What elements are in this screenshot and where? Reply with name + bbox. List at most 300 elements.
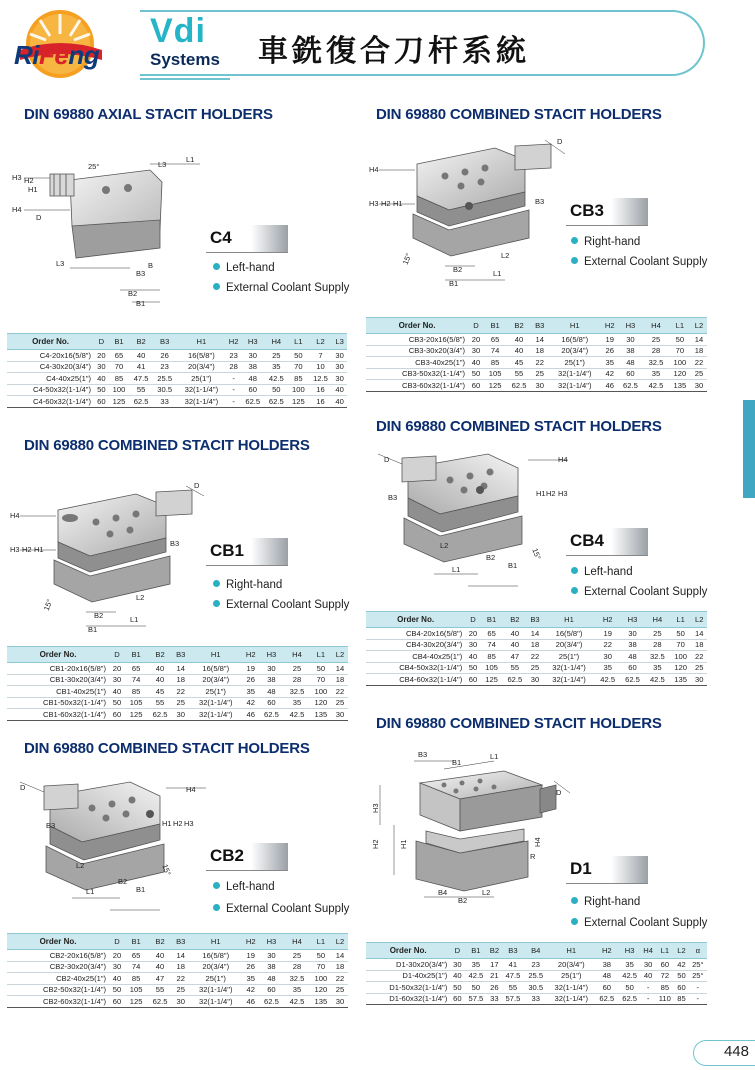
table-cell: 32(1-1/4") [189, 697, 243, 709]
section-title-c4: DIN 69880 AXIAL STACIT HOLDERS [24, 106, 273, 123]
table-cell: - [226, 373, 241, 385]
table-cell: 110 [655, 993, 674, 1005]
column-header: H1 [189, 934, 243, 950]
bullet-dot-icon [571, 237, 578, 244]
table-cell: 12.5 [309, 373, 333, 385]
svg-text:L3: L3 [158, 160, 167, 169]
table-cell: 32(1-1/4") [189, 709, 243, 721]
drawing-cb2 [10, 770, 210, 930]
svg-text:H3: H3 [184, 819, 194, 828]
svg-text:H4: H4 [10, 511, 20, 520]
table-cell: - [641, 982, 655, 994]
table-cell: 70 [310, 961, 332, 973]
page-number: 448 [723, 1043, 749, 1060]
table-cell: 105 [481, 662, 503, 674]
table-cell: 47 [147, 973, 173, 985]
table-cell: 62.5 [241, 396, 265, 408]
table-cell: 40 [109, 973, 125, 985]
table-cell: 40 [468, 357, 484, 369]
table-cell: 30 [691, 380, 707, 392]
order-number-cell: CB4-40x25(1") [366, 651, 465, 663]
svg-text:D: D [556, 788, 562, 797]
table-cell: 25(1") [189, 686, 243, 698]
table-cell: 25 [284, 950, 310, 962]
table-cell: 55 [502, 662, 527, 674]
spec-table-cb4 [366, 611, 707, 686]
section-title-d1: DIN 69880 COMBINED STACIT HOLDERS [376, 715, 662, 732]
order-number-cell: CB3-50x32(1-1/4") [366, 368, 468, 380]
table-cell: 16(5/8") [548, 334, 602, 346]
column-header: B2 [502, 612, 527, 628]
column-header: L2 [691, 612, 707, 628]
table-cell: 7 [309, 350, 333, 362]
order-number-cell: CB1-40x25(1") [7, 686, 109, 698]
table-row [7, 674, 348, 686]
table-cell: 65 [125, 663, 147, 675]
table-cell: 38 [595, 959, 618, 971]
table-cell: 100 [310, 686, 332, 698]
table-cell: 40 [147, 674, 173, 686]
table-cell: 85 [288, 373, 309, 385]
column-header: B3 [173, 934, 189, 950]
table-cell: 40 [109, 686, 125, 698]
table-cell: 47.5 [502, 970, 525, 982]
column-header: H1 [176, 334, 226, 350]
table-cell: 20(3/4") [548, 345, 602, 357]
svg-text:D: D [194, 481, 200, 490]
table-cell: 22 [691, 357, 707, 369]
table-cell: 32(1-1/4") [548, 380, 602, 392]
table-cell: 25 [265, 350, 289, 362]
table-cell: 60 [259, 984, 285, 996]
svg-text:B1: B1 [88, 625, 98, 634]
table-cell: 10 [309, 361, 333, 373]
svg-text:H4: H4 [186, 785, 196, 794]
svg-text:H3: H3 [10, 545, 20, 554]
table-cell: 18 [173, 674, 189, 686]
svg-text:L1: L1 [490, 752, 499, 761]
svg-text:L1: L1 [186, 155, 195, 164]
table-cell: 20 [109, 950, 125, 962]
cb4-holder-drawing [368, 440, 568, 600]
column-header: B3 [502, 943, 525, 959]
column-header: L2 [332, 647, 348, 663]
svg-text:H1: H1 [28, 185, 38, 194]
table-cell: 40 [450, 970, 464, 982]
svg-text:H1: H1 [162, 819, 172, 828]
column-header: B2 [147, 934, 173, 950]
bullet-dot-icon [213, 580, 220, 587]
order-number-cell: CB1-30x20(3/4") [7, 674, 109, 686]
feature-coolant-d1: External Coolant Supply [571, 917, 707, 929]
table-cell: 20 [94, 350, 109, 362]
table-row [7, 373, 347, 385]
feature-coolant-c4: External Coolant Supply [213, 282, 349, 294]
order-number-cell: CB3-20x16(5/8") [366, 334, 468, 346]
table-cell: 60 [620, 662, 645, 674]
order-number-cell: CB3-30x20(3/4") [366, 345, 468, 357]
order-number-cell: CB1-60x32(1-1/4") [7, 709, 109, 721]
table-cell: 19 [602, 334, 618, 346]
table-cell: 60 [450, 993, 464, 1005]
table-cell: 35 [595, 662, 620, 674]
table-cell: 46 [602, 380, 618, 392]
table-cell: 30 [641, 959, 655, 971]
order-number-cell: CB2-30x20(3/4") [7, 961, 109, 973]
table-cell: 50 [618, 982, 641, 994]
table-cell: 85 [481, 651, 503, 663]
table-cell: 18 [527, 639, 542, 651]
table-cell: 38 [259, 674, 285, 686]
table-cell: 30.5 [524, 982, 547, 994]
table-row [366, 959, 707, 971]
table-cell: 125 [288, 396, 309, 408]
table-cell: 35 [284, 984, 310, 996]
svg-text:H3: H3 [371, 803, 380, 813]
table-row [7, 697, 348, 709]
bullet-dot-icon [213, 882, 220, 889]
drawing-c4 [10, 150, 210, 310]
bullet-dot-icon [213, 283, 220, 290]
table-cell: 135 [670, 674, 692, 686]
svg-text:B3: B3 [535, 197, 545, 206]
table-cell: 22 [527, 651, 542, 663]
table-cell: 40 [147, 961, 173, 973]
cb3-holder-drawing [365, 134, 565, 294]
table-cell: 85 [109, 373, 130, 385]
feature-coolant-cb3: External Coolant Supply [571, 256, 707, 268]
column-header: L1 [670, 612, 692, 628]
svg-text:H1: H1 [34, 545, 44, 554]
table-cell: 32(1-1/4") [547, 982, 595, 994]
svg-text:25°: 25° [88, 162, 100, 171]
table-cell: 32(1-1/4") [543, 674, 596, 686]
feature-hand-c4: Left-hand [213, 262, 275, 274]
table-cell: 25 [691, 662, 707, 674]
svg-text:B3: B3 [418, 750, 428, 759]
table-cell: 70 [669, 345, 691, 357]
table-cell: 62.5 [595, 993, 618, 1005]
table-cell: 40 [147, 950, 173, 962]
svg-text:H4: H4 [533, 837, 542, 847]
table-cell: 25 [691, 368, 707, 380]
table-header-row [7, 334, 347, 350]
column-header: H4 [641, 943, 655, 959]
table-cell: 18 [332, 961, 348, 973]
code-badge-d1: D1 [566, 856, 648, 884]
svg-text:H2: H2 [546, 489, 556, 498]
table-cell: 30 [332, 373, 347, 385]
table-cell: 23 [524, 959, 547, 971]
table-cell: 30 [527, 674, 542, 686]
table-cell: 40 [506, 345, 532, 357]
table-cell: 46 [243, 709, 259, 721]
table-cell: 28 [284, 961, 310, 973]
table-cell: 120 [670, 662, 692, 674]
svg-text:H2: H2 [381, 199, 391, 208]
spec-table-c4 [7, 333, 347, 408]
table-cell: 55 [129, 384, 153, 396]
table-cell: 32(1-1/4") [189, 996, 243, 1008]
order-number-cell: D1-30x20(3/4") [366, 959, 450, 971]
table-cell: 25° [689, 970, 707, 982]
table-cell: 57.5 [502, 993, 525, 1005]
svg-text:15°: 15° [530, 546, 543, 561]
order-number-cell: CB3-40x25(1") [366, 357, 468, 369]
table-cell: 35 [645, 662, 670, 674]
table-cell: 50 [674, 970, 688, 982]
table-cell: 105 [125, 984, 147, 996]
svg-text:H1: H1 [393, 199, 403, 208]
table-cell: 48 [595, 970, 618, 982]
table-cell: 25(1") [547, 970, 595, 982]
table-cell: 30 [259, 663, 285, 675]
table-cell: 62.5 [502, 674, 527, 686]
table-cell: 42 [602, 368, 618, 380]
feature-hand-cb2: Left-hand [213, 881, 275, 893]
table-cell: 42 [674, 959, 688, 971]
table-cell: 65 [481, 628, 503, 640]
column-header: D [94, 334, 109, 350]
table-row [7, 961, 348, 973]
table-cell: 30 [259, 950, 285, 962]
table-header-row [366, 318, 707, 334]
table-cell: 100 [310, 973, 332, 985]
svg-text:B4: B4 [438, 888, 448, 897]
table-row [7, 663, 348, 675]
table-cell: 38 [259, 961, 285, 973]
table-cell: 20 [465, 628, 480, 640]
table-cell: 40 [641, 970, 655, 982]
code-badge-c4: C4 [206, 225, 288, 253]
table-cell: 60 [674, 982, 688, 994]
table-cell: 42 [243, 697, 259, 709]
table-row [366, 639, 707, 651]
table-cell: 30.5 [153, 384, 177, 396]
table-cell: 46 [243, 996, 259, 1008]
table-cell: 42.5 [265, 373, 289, 385]
column-header: B1 [125, 647, 147, 663]
table-cell: 28 [645, 639, 670, 651]
table-cell: 45 [147, 686, 173, 698]
column-header: B2 [506, 318, 532, 334]
svg-text:L1: L1 [493, 269, 502, 278]
table-cell: 100 [670, 651, 692, 663]
table-cell: 48 [241, 373, 265, 385]
table-cell: 33 [524, 993, 547, 1005]
table-cell: 38 [618, 345, 644, 357]
table-cell: 40 [129, 350, 153, 362]
column-header: L3 [332, 334, 347, 350]
column-header: H4 [643, 318, 669, 334]
svg-text:L1: L1 [130, 615, 139, 624]
order-number-cell: C4-20x16(5/8") [7, 350, 94, 362]
table-cell: 30 [691, 674, 707, 686]
table-cell: 74 [125, 674, 147, 686]
table-cell: 26 [602, 345, 618, 357]
table-cell: 125 [484, 380, 506, 392]
table-cell: 125 [481, 674, 503, 686]
bullet-dot-icon [571, 257, 578, 264]
table-cell: 30 [465, 639, 480, 651]
table-cell: 16(5/8") [189, 950, 243, 962]
bullet-dot-icon [213, 904, 220, 911]
table-cell: 32(1-1/4") [543, 662, 596, 674]
column-header: H2 [595, 943, 618, 959]
table-cell: 50 [450, 982, 464, 994]
order-number-cell: CB4-30x20(3/4") [366, 639, 465, 651]
table-cell: 45 [506, 357, 532, 369]
column-header: H1 [547, 943, 595, 959]
column-header: L1 [310, 934, 332, 950]
table-cell: 85 [655, 982, 674, 994]
table-cell: 35 [618, 959, 641, 971]
table-cell: 50 [468, 368, 484, 380]
table-cell: 62.5 [129, 396, 153, 408]
table-cell: 60 [595, 982, 618, 994]
table-cell: 62.5 [506, 380, 532, 392]
table-row [366, 651, 707, 663]
column-header: L1 [288, 334, 309, 350]
table-cell: 22 [173, 973, 189, 985]
table-cell: 50 [109, 697, 125, 709]
svg-text:B3: B3 [170, 539, 180, 548]
table-cell: 60 [94, 396, 109, 408]
order-number-cell: D1-40x25(1") [366, 970, 450, 982]
table-cell: 22 [173, 686, 189, 698]
logo-wordmark: RiFeng [14, 40, 100, 70]
svg-text:L3: L3 [56, 259, 65, 268]
table-cell: 14 [532, 334, 548, 346]
table-cell: 16 [309, 384, 333, 396]
table-cell: 30 [173, 709, 189, 721]
cb1-holder-drawing [6, 476, 206, 636]
table-cell: 40 [465, 651, 480, 663]
svg-text:B1: B1 [449, 279, 459, 288]
table-cell: 20 [468, 334, 484, 346]
table-cell: 30 [332, 996, 348, 1008]
table-row [7, 686, 348, 698]
table-row [7, 950, 348, 962]
table-cell: 135 [310, 709, 332, 721]
svg-text:R: R [530, 852, 536, 861]
drawing-cb4 [368, 440, 568, 600]
table-cell: 120 [310, 697, 332, 709]
table-cell: 85 [484, 357, 506, 369]
table-cell: 25(1") [548, 357, 602, 369]
svg-text:H2: H2 [22, 545, 32, 554]
svg-text:L1: L1 [452, 565, 461, 574]
table-cell: 16(5/8") [189, 663, 243, 675]
svg-text:H2: H2 [173, 819, 183, 828]
table-cell: 30 [109, 961, 125, 973]
table-cell: 48 [620, 651, 645, 663]
table-row [366, 982, 707, 994]
table-cell: 20(3/4") [189, 961, 243, 973]
table-cell: 50 [94, 384, 109, 396]
table-cell: 30 [450, 959, 464, 971]
table-cell: 70 [109, 361, 130, 373]
table-cell: 50 [265, 384, 289, 396]
table-cell: 30 [620, 628, 645, 640]
table-cell: 100 [109, 384, 130, 396]
svg-text:B3: B3 [46, 821, 56, 830]
column-header: L2 [691, 318, 707, 334]
table-row [366, 628, 707, 640]
svg-text:B2: B2 [458, 896, 468, 905]
table-row [7, 984, 348, 996]
svg-text:H3: H3 [369, 199, 379, 208]
order-number-cell: CB1-50x32(1-1/4") [7, 697, 109, 709]
table-cell: 60 [468, 380, 484, 392]
order-number-cell: CB2-60x32(1-1/4") [7, 996, 109, 1008]
brand-vdi: Vdi [150, 12, 206, 50]
table-cell: 20(3/4") [189, 674, 243, 686]
table-cell: 50 [310, 663, 332, 675]
table-cell: 42.5 [645, 674, 670, 686]
section-title-cb1: DIN 69880 COMBINED STACIT HOLDERS [24, 437, 310, 454]
svg-text:B3: B3 [136, 269, 146, 278]
column-header: B3 [532, 318, 548, 334]
table-cell: 60 [109, 709, 125, 721]
svg-text:15°: 15° [41, 598, 55, 612]
column-header: H4 [284, 934, 310, 950]
spec-table-cb2 [7, 933, 348, 1008]
table-cell: - [689, 982, 707, 994]
table-cell: 25 [173, 697, 189, 709]
table-cell: 25 [284, 663, 310, 675]
table-row [366, 345, 707, 357]
table-cell: 25 [332, 697, 348, 709]
bullet-dot-icon [571, 918, 578, 925]
column-header: Order No. [366, 612, 465, 628]
brand-systems: Systems [150, 50, 220, 69]
column-header: B4 [524, 943, 547, 959]
table-cell: 60 [465, 674, 480, 686]
table-cell: 32(1-1/4") [548, 368, 602, 380]
column-header: D [109, 934, 125, 950]
order-number-cell: CB3-60x32(1-1/4") [366, 380, 468, 392]
code-badge-cb4: CB4 [566, 528, 648, 556]
drawing-cb3 [365, 134, 565, 294]
table-cell: 42 [243, 984, 259, 996]
table-cell: 48 [259, 686, 285, 698]
table-cell: 22 [332, 686, 348, 698]
order-number-cell: CB1-20x16(5/8") [7, 663, 109, 675]
column-header: H3 [618, 318, 644, 334]
table-cell: 125 [109, 396, 130, 408]
svg-text:B2: B2 [118, 877, 128, 886]
table-cell: 55 [147, 697, 173, 709]
svg-text:L2: L2 [440, 541, 449, 550]
svg-text:L1: L1 [86, 887, 95, 896]
bullet-dot-icon [571, 587, 578, 594]
table-cell: 42.5 [284, 996, 310, 1008]
svg-text:B1: B1 [136, 299, 146, 308]
column-header: Order No. [7, 334, 94, 350]
column-header: H2 [226, 334, 241, 350]
feature-coolant-cb1: External Coolant Supply [213, 599, 349, 611]
rifeng-logo [6, 6, 138, 82]
svg-text:L2: L2 [136, 593, 145, 602]
table-cell: 120 [669, 368, 691, 380]
column-header: L1 [310, 647, 332, 663]
table-cell: 42.5 [643, 380, 669, 392]
table-cell: 30 [532, 380, 548, 392]
table-cell: 47.5 [129, 373, 153, 385]
table-cell: 32(1-1/4") [176, 384, 226, 396]
section-title-cb4: DIN 69880 COMBINED STACIT HOLDERS [376, 418, 662, 435]
